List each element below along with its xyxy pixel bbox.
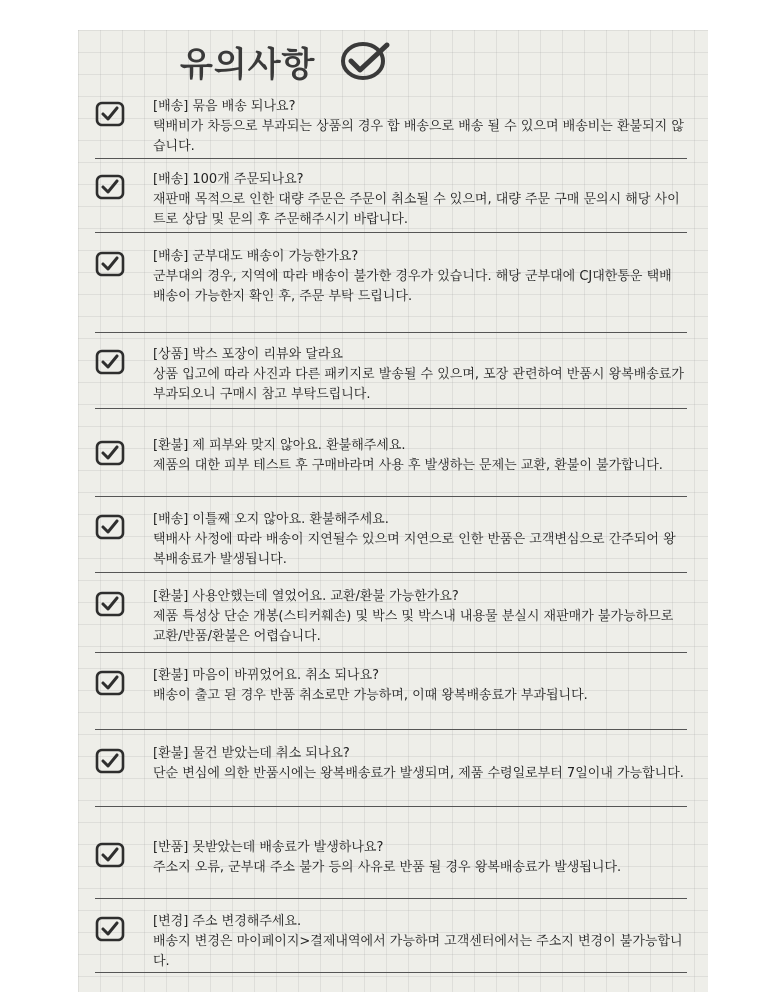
checkbox-checked-icon xyxy=(95,251,125,277)
faq-item-2 xyxy=(95,170,687,232)
faq-question-8: [환불] 마음이 바뀌었어요. 취소 되나요? xyxy=(153,668,380,683)
divider xyxy=(95,898,687,899)
faq-answer-9: 단순 변심에 의한 반품시에는 왕복배송료가 발생되며, 제품 수령일로부터 7일이내 가능합니다. xyxy=(153,766,684,781)
faq-item-7 xyxy=(95,587,687,649)
faq-item-9 xyxy=(95,744,687,806)
divider xyxy=(95,729,687,730)
divider xyxy=(95,496,687,497)
faq-question-7: [환불] 사용안했는데 열었어요. 교환/환불 가능한가요? xyxy=(153,589,459,604)
faq-answer-6: 택배사 사정에 따라 배송이 지연될수 있으며 지연으로 인한 반품은 고객변심으로 간주되어 왕복배송료가 발생됩니다. xyxy=(153,532,676,567)
checkbox-checked-icon xyxy=(95,591,125,617)
checkbox-checked-icon xyxy=(95,514,125,540)
checkbox-checked-icon xyxy=(95,842,125,868)
faq-question-3: [배송] 군부대도 배송이 가능한가요? xyxy=(153,249,359,264)
faq-answer-2: 재판매 목적으로 인한 대량 주문은 주문이 취소될 수 있으며, 대량 주문 구매 문의시 해당 사이트로 상담 및 문의 후 주문해주시기 바랍니다. xyxy=(153,192,680,227)
faq-question-6: [배송] 이틀째 오지 않아요. 환불해주세요. xyxy=(153,512,389,527)
faq-item-6 xyxy=(95,510,687,572)
faq-answer-5: 제품의 대한 피부 테스트 후 구매바라며 사용 후 발생하는 문제는 교환, 환불이 불가합니다. xyxy=(153,458,663,473)
faq-answer-1: 택배비가 차등으로 부과되는 상품의 경우 합 배송으로 배송 될 수 있으며 배송비는 환불되지 않습니다. xyxy=(153,119,684,154)
check-circle-icon xyxy=(337,39,393,83)
faq-answer-7: 제품 특성상 단순 개봉(스티커훼손) 및 박스 및 박스내 내용물 분실시 재판매가 불가능하므로 교환/반품/환불은 어렵습니다. xyxy=(153,609,674,644)
divider xyxy=(95,158,687,159)
checkbox-checked-icon xyxy=(95,670,125,696)
faq-item-11 xyxy=(95,912,687,974)
divider xyxy=(95,232,687,233)
faq-answer-11: 배송지 변경은 마이페이지>결제내역에서 가능하며 고객센터에서는 주소지 변경이 불가능합니다. xyxy=(153,934,683,969)
checkbox-checked-icon xyxy=(95,748,125,774)
checkbox-checked-icon xyxy=(95,916,125,942)
divider xyxy=(95,972,687,973)
checkbox-checked-icon xyxy=(95,349,125,375)
faq-answer-8: 배송이 출고 된 경우 반품 취소로만 가능하며, 이때 왕복배송료가 부과됩니다. xyxy=(153,688,588,703)
faq-answer-10: 주소지 오류, 군부대 주소 불가 등의 사유로 반품 될 경우 왕복배송료가 발생됩니다. xyxy=(153,860,622,875)
divider xyxy=(95,408,687,409)
faq-item-8 xyxy=(95,666,687,728)
faq-item-10 xyxy=(95,838,687,900)
divider xyxy=(95,652,687,653)
faq-question-2: [배송] 100개 주문되나요? xyxy=(153,172,304,187)
faq-question-11: [변경] 주소 변경해주세요. xyxy=(153,914,302,929)
divider xyxy=(95,332,687,333)
checkbox-checked-icon xyxy=(95,174,125,200)
faq-question-4: [상품] 박스 포장이 리뷰와 달라요 xyxy=(153,347,343,362)
faq-answer-4: 상품 입고에 따라 사진과 다른 패키지로 발송될 수 있으며, 포장 관련하여 반품시 왕복배송료가 부과되오니 구매시 참고 부탁드립니다. xyxy=(153,367,684,402)
divider xyxy=(95,572,687,573)
faq-item-3 xyxy=(95,247,687,335)
divider xyxy=(95,806,687,807)
title-row xyxy=(180,36,393,86)
faq-item-4 xyxy=(95,345,687,409)
faq-question-5: [환불] 제 피부와 맞지 않아요. 환불해주세요. xyxy=(153,438,406,453)
faq-question-10: [반품] 못받았는데 배송료가 발생하나요? xyxy=(153,840,384,855)
faq-item-5 xyxy=(95,436,687,498)
faq-answer-3: 군부대의 경우, 지역에 따라 배송이 불가한 경우가 있습니다. 해당 군부대에 CJ대한통운 택배 배송이 가능한지 확인 후, 주문 부탁 드립니다. xyxy=(153,269,672,304)
checkbox-checked-icon xyxy=(95,101,125,127)
checkbox-checked-icon xyxy=(95,440,125,466)
faq-question-1: [배송] 묶음 배송 되나요? xyxy=(153,99,296,114)
faq-question-9: [환불] 물건 받았는데 취소 되나요? xyxy=(153,746,350,761)
faq-item-1 xyxy=(95,97,687,159)
page-title: 유의사항 xyxy=(180,44,316,85)
